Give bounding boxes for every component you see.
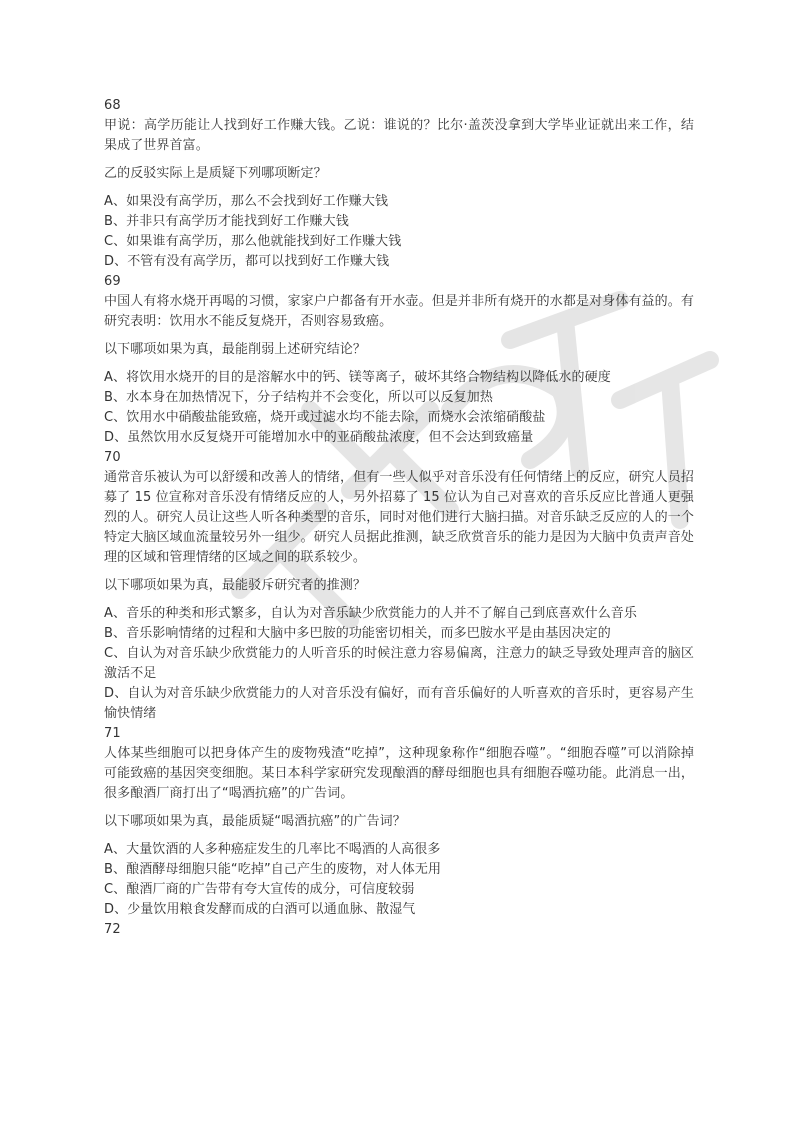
question-number: 69 — [104, 274, 121, 289]
option-a: A、大量饮酒的人多种癌症发生的几率比不喝酒的人高很多 — [104, 842, 441, 857]
option-b: B、水本身在加热情况下，分子结构并不会变化，所以可以反复加热 — [104, 390, 493, 405]
question-block-71 — [104, 724, 694, 920]
question-prompt: 以下哪项如果为真，最能质疑“喝酒抗癌”的广告词？ — [104, 814, 406, 829]
question-block-70 — [104, 448, 694, 724]
question-prompt: 乙的反驳实际上是质疑下列哪项断定？ — [104, 166, 327, 181]
question-number: 71 — [104, 726, 121, 741]
option-c: C、饮用水中硝酸盐能致癌，烧开或过滤水均不能去除，而烧水会浓缩硝酸盐 — [104, 410, 546, 425]
question-prompt: 以下哪项如果为真，最能削弱上述研究结论？ — [104, 342, 367, 357]
option-d: D、不管有没有高学历，都可以找到好工作赚大钱 — [104, 254, 390, 269]
option-b: B、并非只有高学历才能找到好工作赚大钱 — [104, 214, 349, 229]
option-b: B、酿酒酵母细胞只能“吃掉”自己产生的废物，对人体无用 — [104, 862, 442, 877]
document-page — [104, 96, 694, 940]
option-d: D、少量饮用粮食发酵而成的白酒可以通血脉、散湿气 — [104, 902, 416, 917]
question-stem: 通常音乐被认为可以舒缓和改善人的情绪，但有一些人似乎对音乐没有任何情绪上的反应，研究人员招募了 15 位宣称对音乐没有情绪反应的人，另外招募了 15 位认为自己对喜欢的音乐反应比普通人更强烈的人。研究人员让这些人听各种类型的音乐，同时对他们进行大脑扫描。对音乐缺乏反应的人的一个特定大脑区域血流量较另外一组少。研究人员据此推测，缺乏欣赏音乐的能力是因为大脑中负责声音处理的区域和管理情绪的区域之间的联系较少。 — [104, 470, 694, 565]
question-stem: 中国人有将水烧开再喝的习惯，家家户户都备有开水壶。但是并非所有烧开的水都是对身体有益的。有研究表明：饮用水不能反复烧开，否则容易致癌。 — [104, 294, 694, 329]
option-c: C、自认为对音乐缺少欣赏能力的人听音乐的时候注意力容易偏离，注意力的缺乏导致处理声音的脑区激活不足 — [104, 646, 694, 681]
question-stem: 甲说：高学历能让人找到好工作赚大钱。乙说：谁说的？比尔·盖茨没拿到大学毕业证就出来工作，结果成了世界首富。 — [104, 118, 694, 153]
option-b: B、音乐影响情绪的过程和大脑中多巴胺的功能密切相关，而多巴胺水平是由基因决定的 — [104, 626, 611, 641]
question-block-69 — [104, 272, 694, 448]
option-a: A、如果没有高学历，那么不会找到好工作赚大钱 — [104, 194, 389, 209]
option-d: D、自认为对音乐缺少欣赏能力的人对音乐没有偏好，而有音乐偏好的人听喜欢的音乐时，更容易产生愉快情绪 — [104, 686, 694, 721]
option-c: C、如果谁有高学历，那么他就能找到好工作赚大钱 — [104, 234, 402, 249]
question-number: 72 — [104, 922, 121, 937]
option-c: C、酿酒厂商的广告带有夸大宣传的成分，可信度较弱 — [104, 882, 415, 897]
option-a: A、音乐的种类和形式繁多，自认为对音乐缺少欣赏能力的人并不了解自己到底喜欢什么音乐 — [104, 606, 637, 621]
option-a: A、将饮用水烧开的目的是溶解水中的钙、镁等离子，破坏其络合物结构以降低水的硬度 — [104, 370, 611, 385]
option-d: D、虽然饮用水反复烧开可能增加水中的亚硝酸盐浓度，但不会达到致癌量 — [104, 430, 534, 445]
question-block-72 — [104, 920, 694, 940]
question-number: 70 — [104, 450, 121, 465]
question-stem: 人体某些细胞可以把身体产生的废物残渣“吃掉”，这种现象称作“细胞吞噬”。“细胞吞噬”可以消除掉可能致癌的基因突变细胞。某日本科学家研究发现酿酒的酵母细胞也具有细胞吞噬功能。此消息一出，很多酿酒厂商打出了“喝酒抗癌”的广告词。 — [104, 746, 694, 801]
question-prompt: 以下哪项如果为真，最能驳斥研究者的推测？ — [104, 578, 367, 593]
question-number: 68 — [104, 98, 121, 113]
question-block-68 — [104, 96, 694, 272]
